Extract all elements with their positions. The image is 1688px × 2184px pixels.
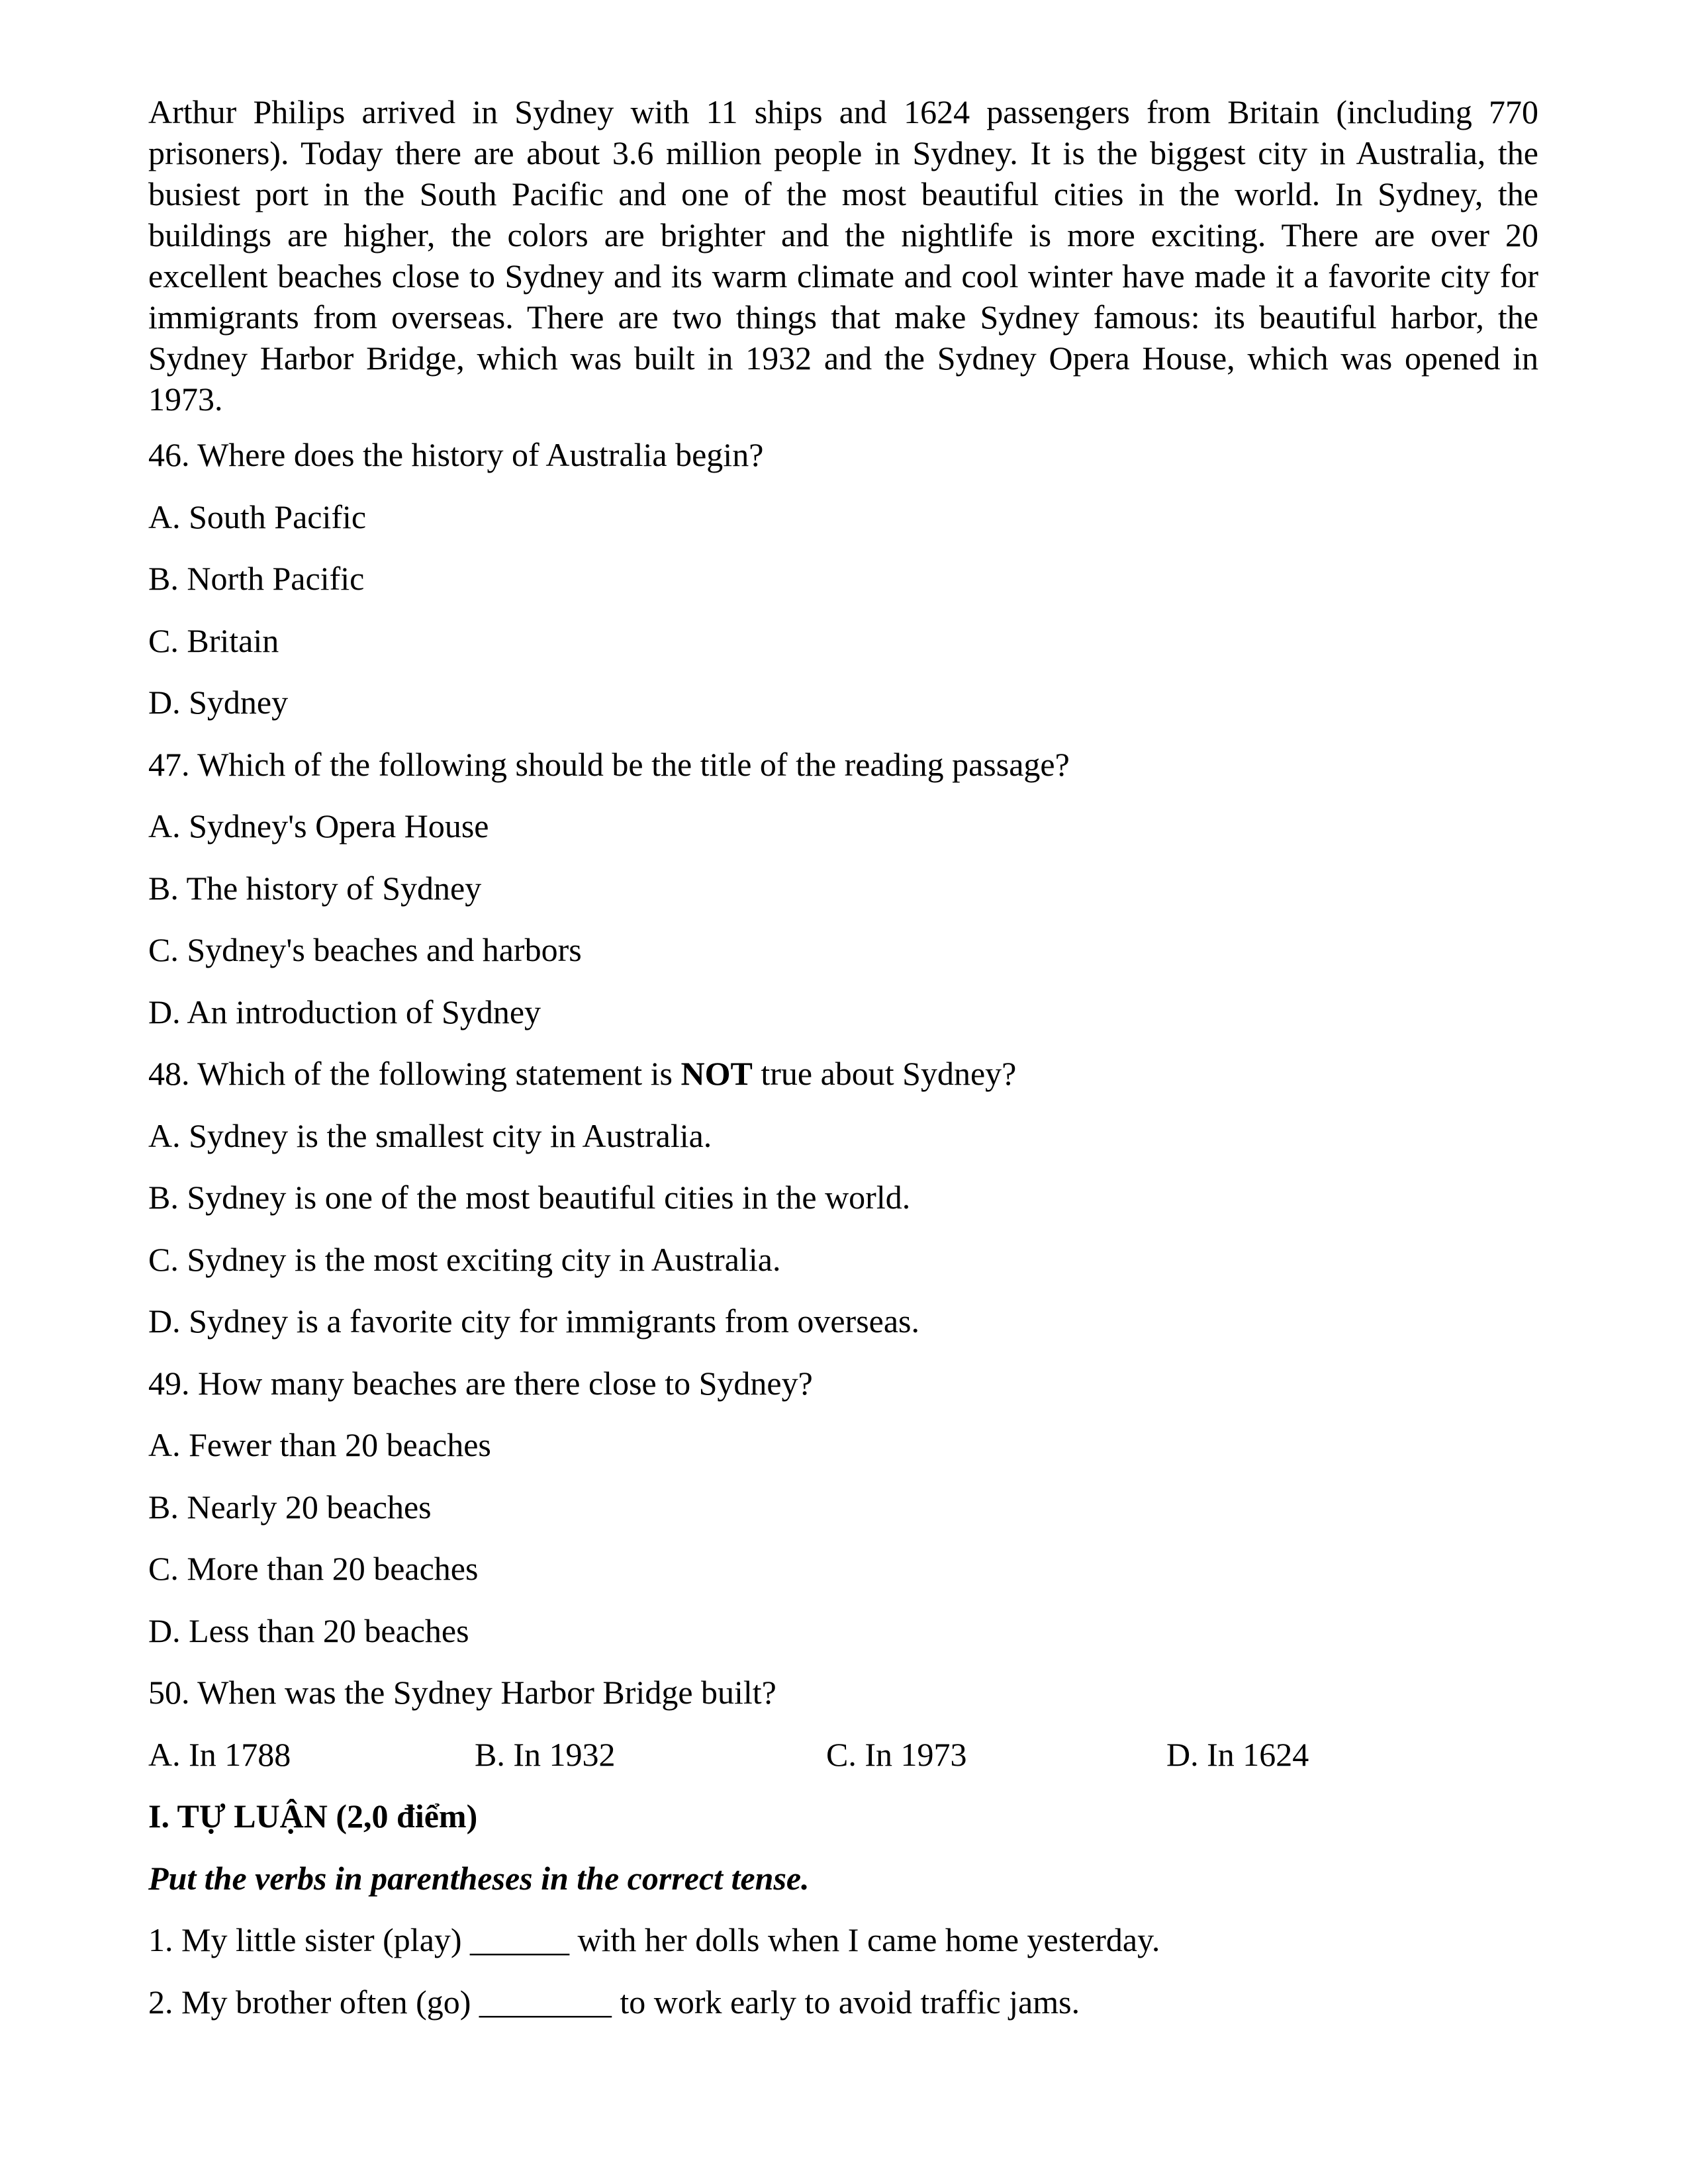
essay-heading: I. TỰ LUẬN (2,0 điểm) bbox=[148, 1797, 478, 1835]
question-49-option-c: C. More than 20 beaches bbox=[148, 1550, 479, 1587]
document-page bbox=[148, 91, 1538, 2043]
question-46-option-a: A. South Pacific bbox=[148, 498, 367, 535]
question-46-option-c: C. Britain bbox=[148, 621, 279, 659]
question-46-option-b: B. North Pacific bbox=[148, 560, 365, 597]
question-46-stem: 46. Where does the history of Australia begin? bbox=[148, 436, 764, 473]
question-50-option-a: A. In 1788 bbox=[148, 1735, 291, 1773]
question-48-emphasis: NOT bbox=[680, 1055, 753, 1092]
question-47-stem: 47. Which of the following should be the title of the reading passage? bbox=[148, 745, 1070, 783]
question-48-stem-before: 48. Which of the following statement is bbox=[148, 1055, 681, 1092]
essay-instruction: Put the verbs in parentheses in the correct tense. bbox=[148, 1859, 810, 1897]
question-48-option-a: A. Sydney is the smallest city in Australia. bbox=[148, 1116, 712, 1154]
question-50-option-b: B. In 1932 bbox=[475, 1735, 616, 1773]
question-49-option-a: A. Fewer than 20 beaches bbox=[148, 1426, 491, 1463]
question-48-option-b: B. Sydney is one of the most beautiful cities in the world. bbox=[148, 1179, 911, 1216]
question-47-option-d: D. An introduction of Sydney bbox=[148, 993, 541, 1030]
question-50-stem: 50. When was the Sydney Harbor Bridge built? bbox=[148, 1674, 776, 1711]
question-48-stem bbox=[148, 1053, 1538, 1094]
question-46-option-d: D. Sydney bbox=[148, 684, 289, 721]
question-49-option-d: D. Less than 20 beaches bbox=[148, 1612, 469, 1649]
question-50-options bbox=[148, 1734, 1538, 1775]
question-49-stem: 49. How many beaches are there close to Sydney? bbox=[148, 1364, 813, 1402]
question-50-option-d: D. In 1624 bbox=[1166, 1735, 1309, 1773]
question-47-option-b: B. The history of Sydney bbox=[148, 869, 482, 907]
question-48-option-d: D. Sydney is a favorite city for immigrants from overseas. bbox=[148, 1302, 919, 1340]
question-47-option-a: A. Sydney's Opera House bbox=[148, 807, 489, 844]
question-50-option-c: C. In 1973 bbox=[826, 1735, 967, 1773]
reading-passage: Arthur Philips arrived in Sydney with 11 ships and 1624 passengers from Britain (including 770 prisoners). Today there are about 3.6 million people in Sydney. It is the biggest city in Australia, the busiest port in the South Pacific and one of the most beautiful cities in the world. In Sydney, the buildings are higher, the colors are brighter and the nightlife is more exciting. There are over 20 excellent beaches close to Sydney and its warm climate and cool winter have made it a favorite city for immigrants from overseas. There are two things that make Sydney famous: its beautiful harbor, the Sydney Harbor Bridge, which was built in 1932 and the Sydney Opera House, which was opened in 1973. bbox=[148, 93, 1538, 418]
question-48-stem-after: true about Sydney? bbox=[752, 1055, 1017, 1092]
question-47-option-c: C. Sydney's beaches and harbors bbox=[148, 931, 582, 968]
question-48-option-c: C. Sydney is the most exciting city in Australia. bbox=[148, 1240, 781, 1278]
essay-item-2: 2. My brother often (go) ________ to work early to avoid traffic jams. bbox=[148, 1983, 1080, 2021]
essay-item-1: 1. My little sister (play) ______ with her dolls when I came home yesterday. bbox=[148, 1921, 1160, 1958]
question-49-option-b: B. Nearly 20 beaches bbox=[148, 1488, 432, 1525]
